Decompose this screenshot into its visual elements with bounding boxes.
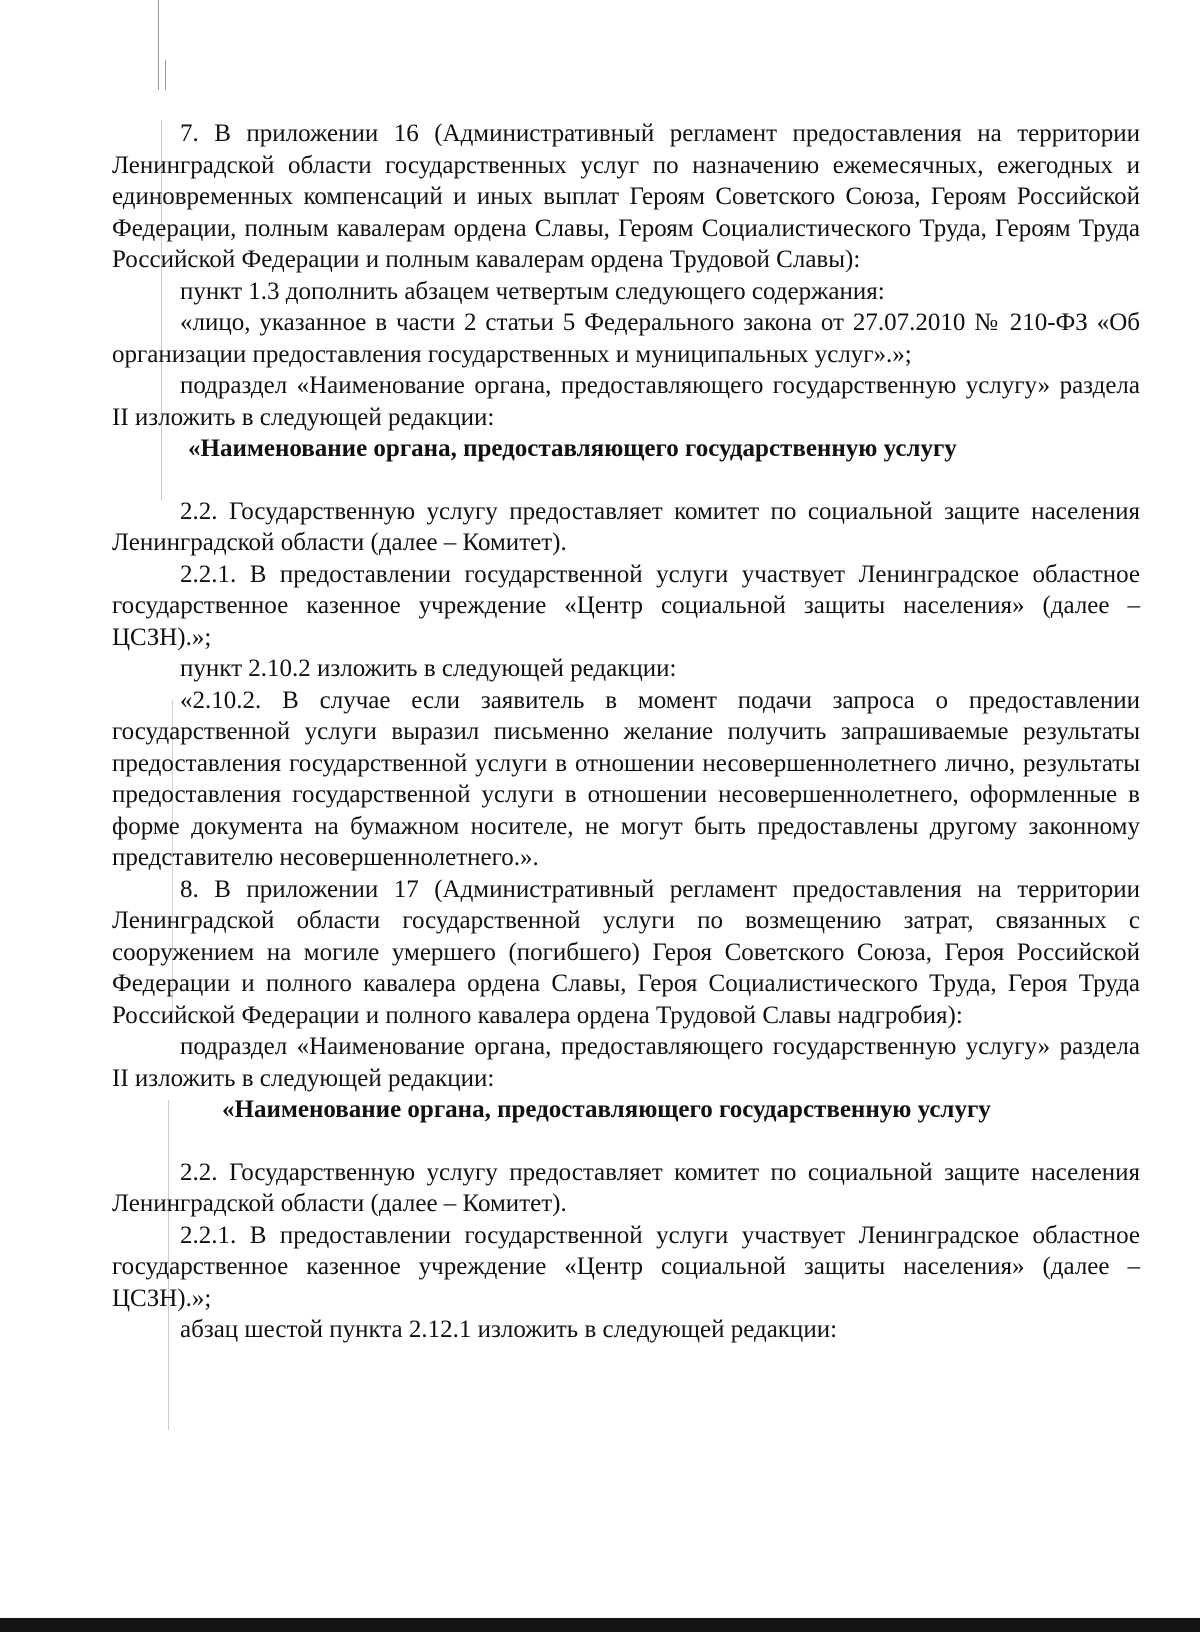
paragraph-item-7: 7. В приложении 16 (Административный регламент предоставления на территории Ленинградской области государственных услуг по назначению ежемесячных, ежегодных и единовременных компенсаций и иных выплат Героям Советского Союза, Героям Российской Федерации, полным кавалерам ордена Славы, Героям Социалистического Труда, Героям Труда Российской Федерации и полным кавалерам ордена Трудовой Славы):	[112, 120, 1140, 273]
paragraph-2-2: 2.2. Государственную услугу предоставляет комитет по социальной защите населения Ленинградской области (далее – Комитет).	[112, 497, 1140, 556]
paragraph-2-2: 2.2. Государственную услугу предоставляет комитет по социальной защите населения Ленинградской области (далее – Комитет).	[112, 1158, 1140, 1217]
paragraph-subsection-instruction: подраздел «Наименование органа, предоставляющего государственную услугу» раздела II изложить в следующей редакции:	[112, 372, 1140, 431]
scan-artifact-line	[165, 60, 166, 90]
paragraph-point-2-10-2: пункт 2.10.2 изложить в следующей редакции:	[180, 655, 677, 682]
section-heading: «Наименование органа, предоставляющего государственную услугу	[222, 1096, 991, 1123]
paragraph-2-10-2-text: «2.10.2. В случае если заявитель в момент подачи запроса о предоставлении государственной услуги выразил письменно желание получить запрашиваемые результаты предоставления государственной услуги в отношении несовершеннолетнего лично, результаты предоставления государственной услуги в отношении несовершеннолетнего, оформленные в форме документа на бумажном носителе, не могут быть предоставлены другому законному представителю несовершеннолетнего.».	[112, 686, 1140, 871]
scan-bottom-edge	[0, 1618, 1200, 1632]
paragraph-2-2-1: 2.2.1. В предоставлении государственной услуги участвует Ленинградское областное государственное казенное учреждение «Центр социальной защиты населения» (далее – ЦСЗН).»;	[112, 1221, 1140, 1312]
paragraph-point-1-3: пункт 1.3 дополнить абзацем четвертым следующего содержания:	[180, 277, 885, 305]
paragraph-item-8: 8. В приложении 17 (Административный регламент предоставления на территории Ленинградской области государственной услуги по возмещению затрат, связанных с сооружением на могиле умершего (погибшего) Героя Советского Союза, Героя Российской Федерации и полного кавалера ордена Славы, Героя Социалистического Труда, Героя Труда Российской Федерации и полного кавалера ордена Трудовой Славы надгробия):	[112, 875, 1140, 1029]
scan-artifact-line	[158, 0, 159, 90]
paragraph-point-2-12-1: абзац шестой пункта 2.12.1 изложить в следующей редакции:	[180, 1316, 838, 1343]
paragraph-subsection-instruction: подраздел «Наименование органа, предоставляющего государственную услугу» раздела II изложить в следующей редакции:	[112, 1033, 1140, 1092]
paragraph-quote-person: «лицо, указанное в части 2 статьи 5 Федерального закона от 27.07.2010 № 210-ФЗ «Об организации предоставления государственных и муниципальных услуг».»;	[112, 309, 1140, 368]
paragraph-2-2-1: 2.2.1. В предоставлении государственной услуги участвует Ленинградское областное государственное казенное учреждение «Центр социальной защиты населения» (далее – ЦСЗН).»;	[112, 560, 1140, 651]
section-heading: «Наименование органа, предоставляющего государственную услугу	[188, 435, 957, 462]
document-body	[112, 118, 1140, 1346]
